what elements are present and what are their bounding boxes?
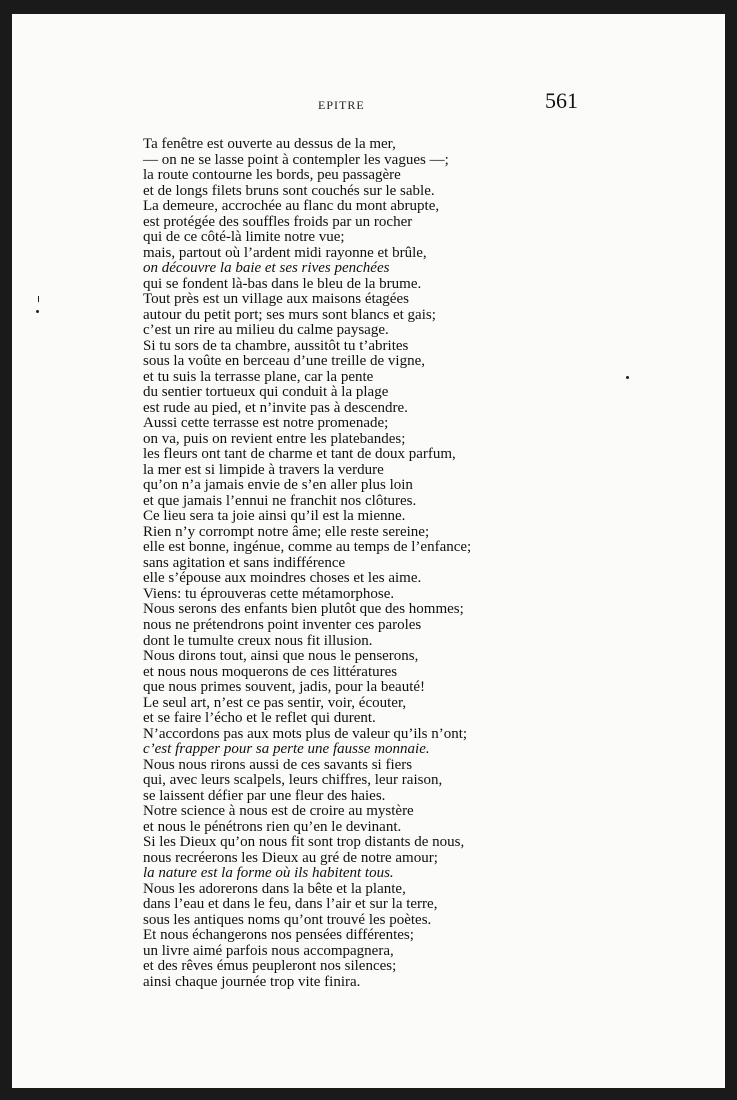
page-number: 561 xyxy=(545,88,578,113)
ink-speck xyxy=(626,376,629,379)
poem-line: qui, avec leurs scalpels, leurs chiffres, leur raison, xyxy=(143,772,443,789)
poem-line: Si les Dieux qu’on nous fit sont trop distants de nous, xyxy=(143,834,465,851)
poem-line: on découvre la baie et ses rives penchées xyxy=(143,260,390,277)
poem-line: nous recréerons les Dieux au gré de notre amour; xyxy=(143,849,438,866)
poem-line: elle est bonne, ingénue, comme au temps de l’enfance; xyxy=(143,539,472,556)
poem-line: qu’on n’a jamais envie de s’en aller plus loin xyxy=(143,477,413,494)
poem-line: la route contourne les bords, peu passagère xyxy=(143,167,401,184)
poem-line: Nous serons des enfants bien plutôt que des hommes; xyxy=(143,601,464,618)
poem-line: Aussi cette terrasse est notre promenade; xyxy=(143,415,389,432)
poem-line: N’accordons pas aux mots plus de valeur qu’ils n’ont; xyxy=(143,725,468,742)
poem-line: dont le tumulte creux nous fit illusion. xyxy=(143,632,373,649)
poem-line: et nous nous moquerons de ces littératures xyxy=(143,663,398,680)
poem-line: Rien n’y corrompt notre âme; elle reste sereine; xyxy=(143,523,430,540)
poem-line: que nous primes souvent, jadis, pour la beauté! xyxy=(143,679,426,696)
running-title: EPITRE xyxy=(318,98,365,112)
poem-line: qui de ce côté-là limite notre vue; xyxy=(143,229,345,246)
poem-line: sous les antiques noms qu’ont trouvé les poètes. xyxy=(143,911,432,928)
poem-line: et des rêves émus peupleront nos silences; xyxy=(143,958,397,975)
poem-line: et de longs filets bruns sont couchés sur le sable. xyxy=(143,182,435,199)
poem-line: sous la voûte en berceau d’une treille de vigne, xyxy=(143,353,425,370)
poem-line: et se faire l’écho et le reflet qui durent. xyxy=(143,710,376,727)
poem-line: Nous dirons tout, ainsi que nous le penserons, xyxy=(143,648,419,665)
poem-body xyxy=(143,137,663,990)
poem-line: — on ne se lasse point à contempler les vagues —; xyxy=(143,151,449,168)
poem-line: sans agitation et sans indifférence xyxy=(143,554,346,571)
poem-line: la nature est la forme où ils habitent tous. xyxy=(143,865,394,882)
ink-speck xyxy=(38,296,39,302)
poem-line: c’est frapper pour sa perte une fausse monnaie. xyxy=(143,741,430,758)
poem-line: du sentier tortueux qui conduit à la plage xyxy=(143,384,389,401)
poem-line: dans l’eau et dans le feu, dans l’air et sur la terre, xyxy=(143,896,438,913)
poem-line: Nous nous rirons aussi de ces savants si fiers xyxy=(143,756,413,773)
poem-line: Si tu sors de ta chambre, aussitôt tu t’abrites xyxy=(143,337,409,354)
poem-line: nous ne prétendrons point inventer ces paroles xyxy=(143,616,422,633)
poem-line: les fleurs ont tant de charme et tant de doux parfum, xyxy=(143,446,456,463)
poem-line: Le seul art, n’est ce pas sentir, voir, écouter, xyxy=(143,694,407,711)
poem-line: elle s’épouse aux moindres choses et les aime. xyxy=(143,570,422,587)
poem-line: Viens: tu éprouveras cette métamorphose. xyxy=(143,585,395,602)
poem-line: autour du petit port; ses murs sont blancs et gais; xyxy=(143,306,436,323)
poem-line: Tout près est un village aux maisons étagées xyxy=(143,291,409,308)
poem-line: et tu suis la terrasse plane, car la pente xyxy=(143,368,374,385)
poem-line: la mer est si limpide à travers la verdure xyxy=(143,461,384,478)
poem-line: et nous le pénétrons rien qu’en le devinant. xyxy=(143,818,402,835)
poem-line: est protégée des souffles froids par un rocher xyxy=(143,213,413,230)
poem-line: on va, puis on revient entre les platebandes; xyxy=(143,430,406,447)
poem-line: mais, partout où l’ardent midi rayonne et brûle, xyxy=(143,244,427,261)
poem-line: un livre aimé parfois nous accompagnera, xyxy=(143,942,394,959)
poem-line: ainsi chaque journée trop vite finira. xyxy=(143,973,361,990)
poem-line: Ce lieu sera ta joie ainsi qu’il est la mienne. xyxy=(143,508,406,525)
poem-line: est rude au pied, et n’invite pas à descendre. xyxy=(143,399,408,416)
poem-line: c’est un rire au milieu du calme paysage. xyxy=(143,322,389,339)
poem-line: et que jamais l’ennui ne franchit nos clôtures. xyxy=(143,492,417,509)
page-surface xyxy=(12,14,725,1088)
poem-line: Nous les adorerons dans la bête et la plante, xyxy=(143,880,406,897)
poem-line: Ta fenêtre est ouverte au dessus de la mer, xyxy=(143,136,396,152)
poem-line: qui se fondent là-bas dans le bleu de la brume. xyxy=(143,275,422,292)
poem-line: Notre science à nous est de croire au mystère xyxy=(143,803,414,820)
ink-speck xyxy=(36,310,39,313)
poem-line: Et nous échangerons nos pensées différentes; xyxy=(143,927,414,944)
poem-line: La demeure, accrochée au flanc du mont abrupte, xyxy=(143,198,440,215)
poem-line: se laissent défier par une fleur des haies. xyxy=(143,787,386,804)
